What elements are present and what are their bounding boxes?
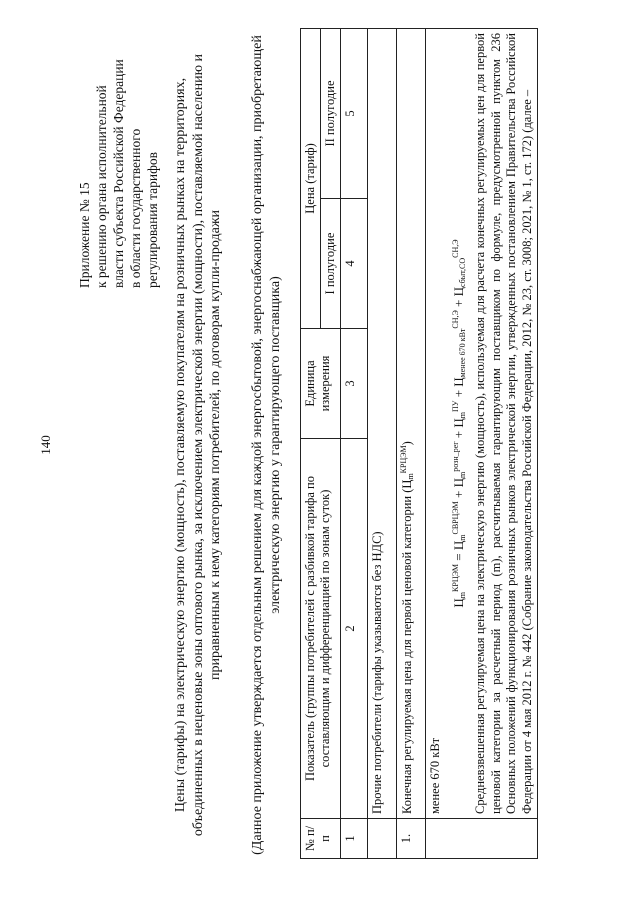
col-number: 1 (341, 819, 368, 859)
tariff-table (300, 28, 538, 859)
header-unit: Единица измерения (301, 329, 341, 439)
document-note: (Данное приложение утверждается отдельным решением для каждой энергосбытовой, энергоснабжающей организации, приобретающей электрическую энергию у гарантирующего поставщика) (250, 35, 283, 855)
header-half1: I полугодие (321, 199, 341, 329)
annex-line: власти субъекта Российской Федерации (111, 59, 126, 288)
document-title: Цены (тарифы) на электрическую энергию (мощность), поставляемую покупателям на розничных рынках на территориях, объединенных в неценовые зоны оптового рынка, за исключением электрической энергии (мощности), поставляемой населению и приравненным к нему категориям потребителей, по договорам купли-продажи (173, 53, 223, 837)
header-half2: II полугодие (321, 29, 341, 199)
section-row: Прочие потребители (тарифы указываются без НДС) (368, 29, 397, 819)
col-number: 4 (341, 199, 368, 329)
rotated-page (32, 25, 612, 865)
header-price: Цена (тариф) (301, 29, 321, 329)
header-indicator: Показатель (группы потребителей с разбивкой тарифа по составляющим и дифференциацией по зонам суток) (301, 439, 341, 819)
col-number: 2 (341, 439, 368, 819)
header-num: № п/п (301, 819, 341, 859)
col-number: 3 (341, 329, 368, 439)
row-label: менее 670 кВт (428, 737, 442, 814)
formula: $Ц_m^{КРЦЭМ} = Ц_m^{СВРЦЭМ} + Ц_m^{розн\_рег} + Ц_m^{ПУ} + Ц_{менее 670 кВт}^{СН,Э} + Ц_{сбыт,СО}^{СН,Э}$ (451, 239, 467, 608)
annex-line: регулирования тарифов (145, 151, 160, 288)
annex-block (76, 38, 161, 288)
annex-line: Приложение № 15 (77, 182, 92, 288)
col-number: 5 (341, 29, 368, 199)
page-number: 140 (38, 435, 53, 455)
row-number: 1. (397, 819, 426, 859)
annex-line: к решению органа исполнительной (94, 85, 109, 288)
row-final-price: Конечная регулируемая цена для первой ценовой категории $(Ц_m^{КРЦЭМ})$ (397, 29, 426, 819)
annex-line: в области государственного (128, 128, 143, 288)
explanation-paragraph: Средневзвешенная регулируемая цена на электрическую энергию (мощность), используемая для расчета конечных регулируемых цен для первой ценовой категории за расчетный период (m), рассчитываемая гарантирующим поставщиком по формуле, предусмотренной пунктом 236 Основных положений функционирования розничных рынков электрической энергии, утвержденных постановлением Правительства Российской Федерации от 4 мая 2012 г. № 442 (Собрание законодательства Российской Федерации, 2012, № 23, ст. 3008; 2021, № 1, ст. 172) (далее – (473, 33, 534, 814)
row-under-670 (426, 29, 538, 819)
